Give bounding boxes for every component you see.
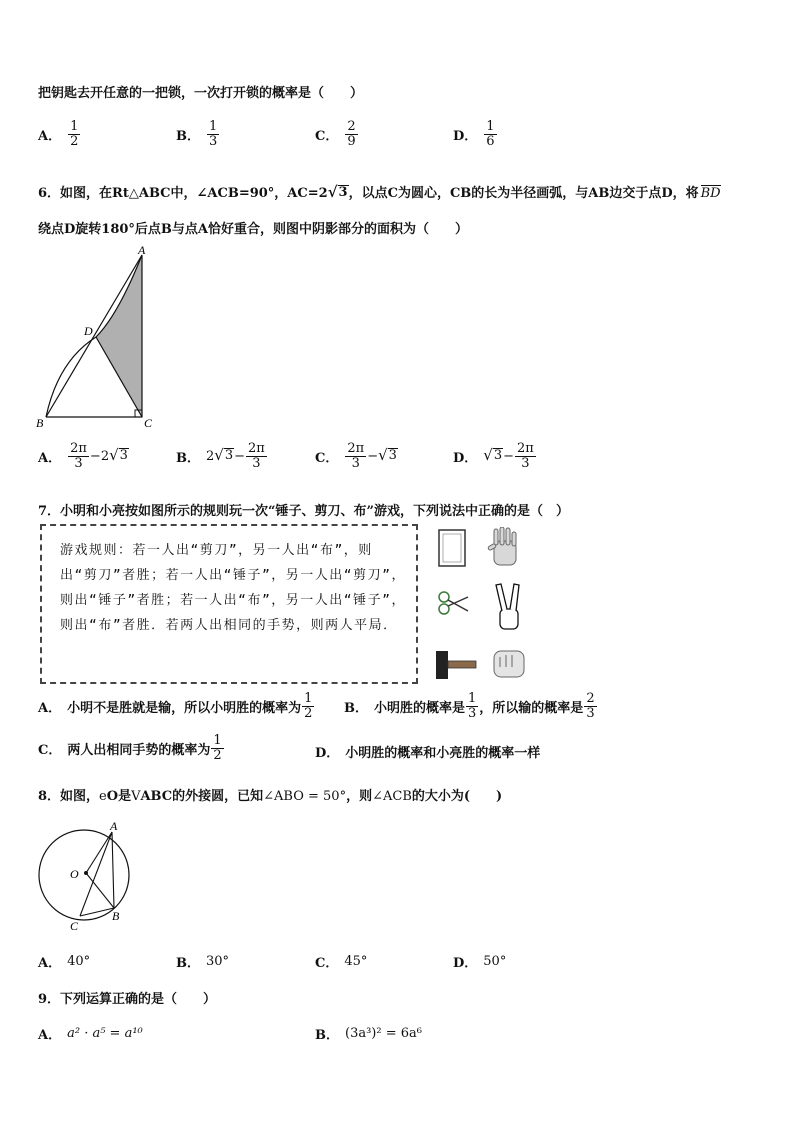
option-value: 45° xyxy=(344,954,368,969)
label-b: B xyxy=(36,416,44,430)
fraction xyxy=(68,442,89,470)
expr-part: − xyxy=(503,448,515,464)
fraction xyxy=(466,692,478,720)
option-expression: (3a³)² = 6a⁶ xyxy=(345,1026,422,1041)
option-label: D． xyxy=(453,450,478,466)
q5-option-a[interactable] xyxy=(38,120,81,148)
option-label: B． xyxy=(176,450,200,466)
fraction xyxy=(211,734,223,762)
q6-option-d[interactable] xyxy=(453,442,537,470)
numerator: 2 xyxy=(347,119,356,134)
radicand: 3 xyxy=(224,448,234,464)
sqrt-expression: √ 3 xyxy=(109,446,128,465)
q7-option-a[interactable] xyxy=(38,692,315,720)
option-label: B． xyxy=(344,700,368,716)
numerator: 2π xyxy=(248,441,265,456)
option-label: C． xyxy=(38,742,62,758)
denominator: 2 xyxy=(304,705,313,721)
arc-label: BD xyxy=(700,186,721,201)
expr-part: 2 xyxy=(206,448,215,464)
q8-stem-part: ，则 xyxy=(346,789,373,804)
q8-stem xyxy=(38,785,502,804)
option-label: C． xyxy=(315,128,339,144)
expr-part: − xyxy=(367,448,379,464)
q8-stem-part: 8．如图， xyxy=(38,789,100,804)
hammer-icon xyxy=(436,651,476,679)
option-label: B． xyxy=(315,1028,339,1043)
victory-hand-icon xyxy=(496,584,519,629)
fist-icon xyxy=(494,651,524,677)
q8-stem-part: O是 xyxy=(106,789,132,804)
fraction xyxy=(484,120,496,148)
denominator: 3 xyxy=(74,455,83,471)
option-text: 小明胜的概率和小亮胜的概率一样 xyxy=(345,746,541,761)
denominator: 3 xyxy=(586,705,595,721)
asked-angle: ∠ACB xyxy=(372,789,412,804)
option-label: C． xyxy=(315,450,339,466)
option-label: D． xyxy=(453,956,478,971)
label-a: A xyxy=(110,820,118,833)
given-angle: ∠ABO = 50° xyxy=(263,789,347,804)
q7-option-c[interactable] xyxy=(38,734,225,762)
numerator: 2π xyxy=(347,441,365,456)
label-a: A xyxy=(138,245,146,257)
option-value: 50° xyxy=(483,954,507,969)
gesture-pictures xyxy=(434,527,534,687)
rules-text: 游戏规则：若一人出“剪刀”，另一人出“布”，则出“剪刀”者胜；若一人出“锤子”，另一人出“剪刀”，则出“锤子”者胜；若一人出“布”，另一人出“锤子”，则出“布”者胜．若两人出相同的手势，则两人平局． xyxy=(60,543,406,633)
option-value: 30° xyxy=(206,954,230,969)
triangle-symbol: V xyxy=(131,789,141,804)
numerator: 1 xyxy=(213,733,222,748)
shaded-region xyxy=(96,255,142,417)
label-b: B xyxy=(112,909,120,923)
q6-stem-line2: 绕点D旋转180°后点B与点A恰好重合，则图中阴影部分的面积为（ ） xyxy=(38,222,468,237)
numerator: 2 xyxy=(586,691,595,706)
option-label: A． xyxy=(38,1028,62,1043)
option-label: A． xyxy=(38,956,62,971)
option-label: A． xyxy=(38,450,62,466)
radicand: 3 xyxy=(338,185,348,200)
sqrt-expression: √ 3 xyxy=(378,446,397,465)
q5-option-b[interactable] xyxy=(176,120,220,148)
circle-symbol: e xyxy=(99,789,107,804)
q6-option-a[interactable] xyxy=(38,442,129,470)
q8-option-a[interactable] xyxy=(38,952,90,971)
center-point xyxy=(84,871,88,875)
numerator: 1 xyxy=(70,119,79,134)
q7-option-d[interactable] xyxy=(315,742,540,761)
q5-option-c[interactable] xyxy=(315,120,359,148)
radicand: 3 xyxy=(119,448,128,464)
fraction xyxy=(68,120,80,148)
denominator: 3 xyxy=(209,133,218,149)
denominator: 2 xyxy=(70,133,79,149)
segment-ab xyxy=(112,832,114,908)
q6-stem-line1 xyxy=(38,182,721,201)
numerator: 2π xyxy=(70,441,87,456)
q8-stem-part: 的大小为( ) xyxy=(411,789,503,804)
cloth-icon xyxy=(439,530,465,566)
numerator: 1 xyxy=(304,691,313,706)
option-label: B． xyxy=(176,956,200,971)
q9-option-b[interactable] xyxy=(315,1024,422,1043)
option-label: C． xyxy=(315,956,339,971)
numerator: 1 xyxy=(468,691,477,706)
option-text: 两人出相同手势的概率为 xyxy=(67,742,211,758)
numerator: 1 xyxy=(486,119,495,134)
option-value: 40° xyxy=(67,954,91,969)
q8-stem-part: ABC的外接圆，已知 xyxy=(140,789,264,804)
option-label: D． xyxy=(315,746,340,761)
q7-option-b[interactable] xyxy=(344,692,598,720)
label-c: C xyxy=(70,919,79,933)
q8-option-c[interactable] xyxy=(315,952,367,971)
sqrt-expression: √ 3 xyxy=(214,446,234,465)
q8-figure xyxy=(34,820,134,935)
fraction xyxy=(207,120,219,148)
q5-stem: 把钥匙去开任意的一把锁，一次打开锁的概率是（ ） xyxy=(38,86,364,101)
q8-option-d[interactable] xyxy=(453,952,506,971)
fraction xyxy=(345,120,357,148)
denominator: 3 xyxy=(252,455,261,471)
radicand: 3 xyxy=(388,448,397,464)
denominator: 9 xyxy=(347,133,356,149)
q6-option-c[interactable] xyxy=(315,442,398,470)
fraction xyxy=(246,442,267,470)
option-label: B． xyxy=(176,128,200,144)
option-text: 小明不是胜就是输，所以小明胜的概率为 xyxy=(67,700,302,716)
q5-option-d[interactable] xyxy=(453,120,498,148)
numerator: 1 xyxy=(209,119,218,134)
fraction xyxy=(584,692,596,720)
numerator: 2π xyxy=(517,441,534,456)
fraction xyxy=(515,442,536,470)
option-label: A． xyxy=(38,700,62,716)
scissors-icon xyxy=(439,592,468,614)
denominator: 6 xyxy=(486,133,495,149)
fraction xyxy=(345,442,366,470)
expr-part: − xyxy=(234,448,246,464)
sqrt-expression: √ 3 xyxy=(483,446,503,465)
denominator: 3 xyxy=(468,705,477,721)
option-label: A． xyxy=(38,128,62,144)
q6-option-b[interactable] xyxy=(176,442,268,470)
label-d: D xyxy=(84,324,93,338)
label-o: O xyxy=(70,867,79,881)
q6-figure xyxy=(36,245,161,430)
open-hand-icon xyxy=(488,527,516,565)
q6-stem-part: ，以点C为圆心，CB的长为半径画弧，与AB边交于点D，将 xyxy=(348,186,699,201)
q8-option-b[interactable] xyxy=(176,952,229,971)
q7-stem: 7．小明和小亮按如图所示的规则玩一次“锤子、剪刀、布”游戏，下列说法中正确的是（ ） xyxy=(38,504,570,519)
option-text: ，所以输的概率是 xyxy=(479,700,584,716)
denominator: 2 xyxy=(213,747,222,763)
option-expression: a² · a⁵ = a¹⁰ xyxy=(67,1026,143,1041)
expr-part: −2 xyxy=(89,448,110,464)
sqrt-expression: √ 3 xyxy=(327,183,348,201)
denominator: 3 xyxy=(351,455,360,471)
q6-stem-part: 6．如图，在Rt△ABC中，∠ACB=90°，AC=2 xyxy=(38,186,328,201)
denominator: 3 xyxy=(521,455,530,471)
radicand: 3 xyxy=(493,448,503,464)
option-text: 小明胜的概率是 xyxy=(374,700,466,716)
label-c: C xyxy=(144,416,153,430)
option-label: D． xyxy=(453,128,478,144)
fraction xyxy=(302,692,314,720)
q9-stem: 9．下列运算正确的是（ ） xyxy=(38,992,217,1007)
q9-option-a[interactable] xyxy=(38,1024,143,1043)
